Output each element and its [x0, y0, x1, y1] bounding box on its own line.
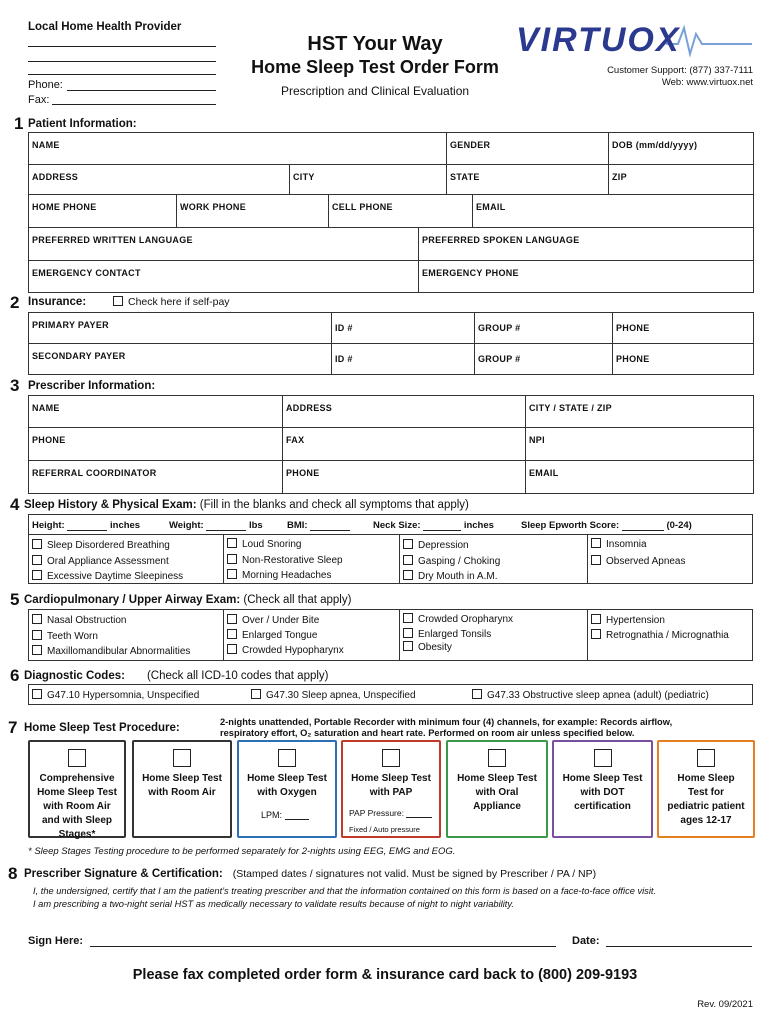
section-3-number: 3: [10, 376, 20, 395]
procedure-checkbox[interactable]: [173, 749, 191, 767]
exam-crowded-oropharynx[interactable]: Crowded Oropharynx: [403, 613, 513, 625]
signature-line[interactable]: [90, 946, 556, 947]
title-line-1: HST Your Way: [307, 33, 443, 55]
exam-enlarged-tonsils[interactable]: Enlarged Tonsils: [403, 628, 491, 640]
primary-payer-field[interactable]: PRIMARY PAYER: [29, 313, 332, 344]
section-7-number: 7: [8, 718, 18, 737]
patient-cell-phone-field[interactable]: CELL PHONE: [329, 195, 473, 228]
code-g47-30[interactable]: G47.30 Sleep apnea, Unspecified: [251, 689, 416, 701]
checkbox[interactable]: [32, 630, 42, 640]
procedure-option-dot[interactable]: Home Sleep Test with DOT certification: [552, 740, 653, 838]
customer-support: Customer Support: (877) 337-7111: [607, 65, 753, 76]
symptom-excessive-daytime-sleepiness[interactable]: Excessive Daytime Sleepiness: [32, 570, 183, 582]
procedure-checkbox[interactable]: [594, 749, 612, 767]
procedure-option-oral-appliance[interactable]: Home Sleep Test with Oral Appliance: [446, 740, 548, 838]
prescriber-city-state-zip-field[interactable]: CITY / STATE / ZIP: [526, 396, 754, 428]
checkbox[interactable]: [32, 645, 42, 655]
patient-spoken-language-field[interactable]: PREFERRED SPOKEN LANGUAGE: [419, 228, 754, 261]
height-field[interactable]: Height: inches: [32, 520, 141, 531]
subtitle: Prescription and Clinical Evaluation: [280, 84, 470, 98]
code-g47-33[interactable]: G47.33 Obstructive sleep apnea (adult) (pediatric): [472, 689, 709, 701]
section-1-title: Patient Information:: [28, 118, 137, 130]
referral-coordinator-field[interactable]: REFERRAL COORDINATOR: [29, 461, 283, 494]
secondary-phone-field[interactable]: PHONE: [613, 344, 754, 375]
sign-here-label: Sign Here:: [28, 935, 84, 947]
revision: Rev. 09/2021: [697, 999, 753, 1010]
patient-emergency-contact-field[interactable]: EMERGENCY CONTACT: [29, 261, 419, 293]
secondary-group-field[interactable]: GROUP #: [475, 344, 613, 375]
patient-address-field[interactable]: ADDRESS: [29, 165, 290, 195]
checkbox[interactable]: [472, 689, 482, 699]
checkbox[interactable]: [591, 555, 601, 565]
exam-over-under-bite[interactable]: Over / Under Bite: [227, 614, 319, 626]
prescriber-phone-field[interactable]: PHONE: [29, 428, 283, 461]
prescriber-fax-field[interactable]: FAX: [283, 428, 526, 461]
symptom-gasping-choking[interactable]: Gasping / Choking: [403, 555, 500, 567]
provider-phone-line[interactable]: [67, 90, 216, 91]
symptom-sleep-disordered-breathing[interactable]: Sleep Disordered Breathing: [32, 539, 170, 551]
code-g47-10[interactable]: G47.10 Hypersomnia, Unspecified: [32, 689, 199, 701]
exam-maxillomandibular[interactable]: Maxillomandibular Abnormalities: [32, 645, 190, 657]
checkbox[interactable]: [251, 689, 261, 699]
patient-zip-field[interactable]: ZIP: [609, 165, 754, 195]
procedure-description-1: 2-nights unattended, Portable Recorder with minimum four (4) channels, for example: Records airflow,: [220, 717, 673, 727]
section-5-number: 5: [10, 590, 20, 609]
procedure-checkbox[interactable]: [278, 749, 296, 767]
section-7-title: Home Sleep Test Procedure:: [24, 722, 180, 734]
patient-email-field[interactable]: EMAIL: [473, 195, 754, 228]
checkbox[interactable]: [591, 538, 601, 548]
sleep-symptoms-grid: [28, 534, 753, 584]
checkbox[interactable]: [32, 689, 42, 699]
provider-phone-label: Phone:: [28, 79, 63, 91]
section-2-title: Insurance:: [28, 296, 87, 308]
section-5-title: Cardiopulmonary / Upper Airway Exam: (Check all that apply): [24, 594, 352, 606]
section-8-title: Prescriber Signature & Certification: (Stamped dates / signatures not valid. Must be signed by Prescriber / PA / NP): [24, 868, 597, 880]
secondary-id-field[interactable]: ID #: [332, 344, 475, 375]
exam-retrognathia[interactable]: Retrognathia / Micrognathia: [591, 629, 729, 641]
checkbox[interactable]: [227, 614, 237, 624]
procedure-option-pediatric[interactable]: Home Sleep Test for pediatric patient ages 12-17: [657, 740, 755, 838]
diagnostic-codes-row: [28, 684, 753, 705]
procedure-option-pap[interactable]: Home Sleep Test with PAP PAP Pressure: Fixed / Auto pressure: [341, 740, 441, 838]
patient-emergency-phone-field[interactable]: EMERGENCY PHONE: [419, 261, 754, 293]
section-4-number: 4: [10, 495, 20, 514]
checkbox[interactable]: [227, 569, 237, 579]
patient-work-phone-field[interactable]: WORK PHONE: [177, 195, 329, 228]
provider-label: Local Home Health Provider: [28, 21, 182, 33]
procedure-option-comprehensive[interactable]: Comprehensive Home Sleep Test with Room Air and with Sleep Stages*: [28, 740, 126, 838]
provider-name-line[interactable]: [28, 46, 216, 47]
exam-enlarged-tongue[interactable]: Enlarged Tongue: [227, 629, 317, 641]
section-3-title: Prescriber Information:: [28, 380, 156, 392]
checkbox[interactable]: [591, 614, 601, 624]
prescriber-address-field[interactable]: ADDRESS: [283, 396, 526, 428]
logo-text: VIRTUOX: [516, 21, 681, 59]
self-pay-checkbox[interactable]: [113, 296, 123, 306]
section-2-number: 2: [10, 293, 20, 312]
virtuox-logo: [516, 20, 752, 60]
procedure-checkbox[interactable]: [488, 749, 506, 767]
title-line-2: Home Sleep Test Order Form: [251, 57, 499, 77]
checkbox[interactable]: [227, 538, 237, 548]
procedure-checkbox[interactable]: [697, 749, 715, 767]
checkbox[interactable]: [403, 555, 413, 565]
checkbox[interactable]: [403, 613, 413, 623]
weight-field[interactable]: Weight: lbs: [169, 520, 263, 531]
patient-city-field[interactable]: CITY: [290, 165, 447, 195]
exam-crowded-hypopharynx[interactable]: Crowded Hypopharynx: [227, 644, 344, 656]
section-1-number: 1: [14, 114, 24, 133]
procedure-option-oxygen[interactable]: Home Sleep Test with Oxygen LPM:: [237, 740, 337, 838]
provider-address-line-2[interactable]: [28, 74, 216, 75]
website: Web: www.virtuox.net: [661, 77, 753, 88]
checkbox[interactable]: [227, 644, 237, 654]
patient-state-field[interactable]: STATE: [447, 165, 609, 195]
symptom-morning-headaches[interactable]: Morning Headaches: [227, 569, 332, 581]
symptom-observed-apneas[interactable]: Observed Apneas: [591, 555, 686, 567]
certification-text-1: I, the undersigned, certify that I am the patient’s treating prescriber and that the information contained on this form is based on a face-to-face office visit.: [33, 886, 657, 896]
provider-fax-line[interactable]: [52, 104, 216, 105]
checkbox[interactable]: [403, 628, 413, 638]
neck-size-field[interactable]: Neck Size: inches: [373, 520, 494, 531]
sleep-stages-footnote: * Sleep Stages Testing procedure to be performed separately for 2-nights using EEG, EMG and EOG.: [28, 846, 456, 857]
exam-nasal-obstruction[interactable]: Nasal Obstruction: [32, 614, 126, 626]
pap-pressure-field[interactable]: PAP Pressure:: [349, 808, 432, 818]
symptom-loud-snoring[interactable]: Loud Snoring: [227, 538, 302, 550]
primary-group-field[interactable]: GROUP #: [475, 313, 613, 344]
section-4-title: Sleep History & Physical Exam: (Fill in the blanks and check all symptoms that apply): [24, 499, 469, 511]
checkbox[interactable]: [32, 555, 42, 565]
referral-email-field[interactable]: EMAIL: [526, 461, 754, 494]
exam-obesity[interactable]: Obesity: [403, 641, 452, 653]
fixed-auto-label: Fixed / Auto pressure: [349, 825, 420, 834]
provider-fax-label: Fax:: [28, 94, 50, 106]
primary-id-field[interactable]: ID #: [332, 313, 475, 344]
patient-name-field[interactable]: NAME: [29, 133, 447, 165]
patient-home-phone-field[interactable]: HOME PHONE: [29, 195, 177, 228]
section-6-title: Diagnostic Codes: (Check all ICD-10 codes that apply): [24, 670, 329, 682]
procedure-checkbox[interactable]: [68, 749, 86, 767]
patient-dob-field[interactable]: DOB (mm/dd/yyyy): [609, 133, 754, 165]
self-pay-option[interactable]: Check here if self-pay: [113, 296, 230, 308]
exam-hypertension[interactable]: Hypertension: [591, 614, 665, 626]
symptom-depression[interactable]: Depression: [403, 539, 469, 551]
procedure-option-room-air[interactable]: Home Sleep Test with Room Air: [132, 740, 232, 838]
prescriber-table: [28, 395, 754, 494]
checkbox[interactable]: [403, 539, 413, 549]
date-label: Date:: [572, 935, 600, 947]
provider-address-line-1[interactable]: [28, 61, 216, 62]
checkbox[interactable]: [591, 629, 601, 639]
checkbox[interactable]: [403, 641, 413, 651]
checkbox[interactable]: [32, 539, 42, 549]
date-line[interactable]: [606, 946, 752, 947]
cardio-grid: [28, 609, 753, 661]
symptom-dry-mouth[interactable]: Dry Mouth in A.M.: [403, 570, 497, 582]
measurements-row: [28, 514, 753, 534]
symptom-non-restorative-sleep[interactable]: Non-Restorative Sleep: [227, 554, 343, 566]
checkbox[interactable]: [32, 570, 42, 580]
section-6-number: 6: [10, 666, 20, 685]
referral-phone-field[interactable]: PHONE: [283, 461, 526, 494]
symptom-insomnia[interactable]: Insomnia: [591, 538, 647, 550]
checkbox[interactable]: [32, 614, 42, 624]
patient-gender-field[interactable]: GENDER: [447, 133, 609, 165]
lpm-field[interactable]: LPM:: [261, 810, 309, 820]
patient-written-language-field[interactable]: PREFERRED WRITTEN LANGUAGE: [29, 228, 419, 261]
patient-table: [28, 132, 754, 165]
prescriber-npi-field[interactable]: NPI: [526, 428, 754, 461]
procedure-description-2: respiratory effort, O₂ saturation and heart rate. Performed on room air unless specified below.: [220, 728, 635, 738]
checkbox[interactable]: [403, 570, 413, 580]
fax-instructions: Please fax completed order form & insurance card back to (800) 209-9193: [132, 967, 638, 983]
bmi-field[interactable]: BMI:: [287, 520, 350, 531]
procedure-checkbox[interactable]: [382, 749, 400, 767]
secondary-payer-field[interactable]: SECONDARY PAYER: [29, 344, 332, 375]
insurance-table: [28, 312, 754, 375]
checkbox[interactable]: [227, 554, 237, 564]
epworth-score-field[interactable]: Sleep Epworth Score: (0-24): [521, 520, 692, 531]
symptom-oral-appliance-assessment[interactable]: Oral Appliance Assessment: [32, 555, 169, 567]
certification-text-2: I am prescribing a two-night serial HST as medically necessary to validate results because of night to night variability.: [33, 899, 514, 909]
checkbox[interactable]: [227, 629, 237, 639]
primary-phone-field[interactable]: PHONE: [613, 313, 754, 344]
prescriber-name-field[interactable]: NAME: [29, 396, 283, 428]
exam-teeth-worn[interactable]: Teeth Worn: [32, 630, 98, 642]
section-8-number: 8: [8, 864, 18, 883]
